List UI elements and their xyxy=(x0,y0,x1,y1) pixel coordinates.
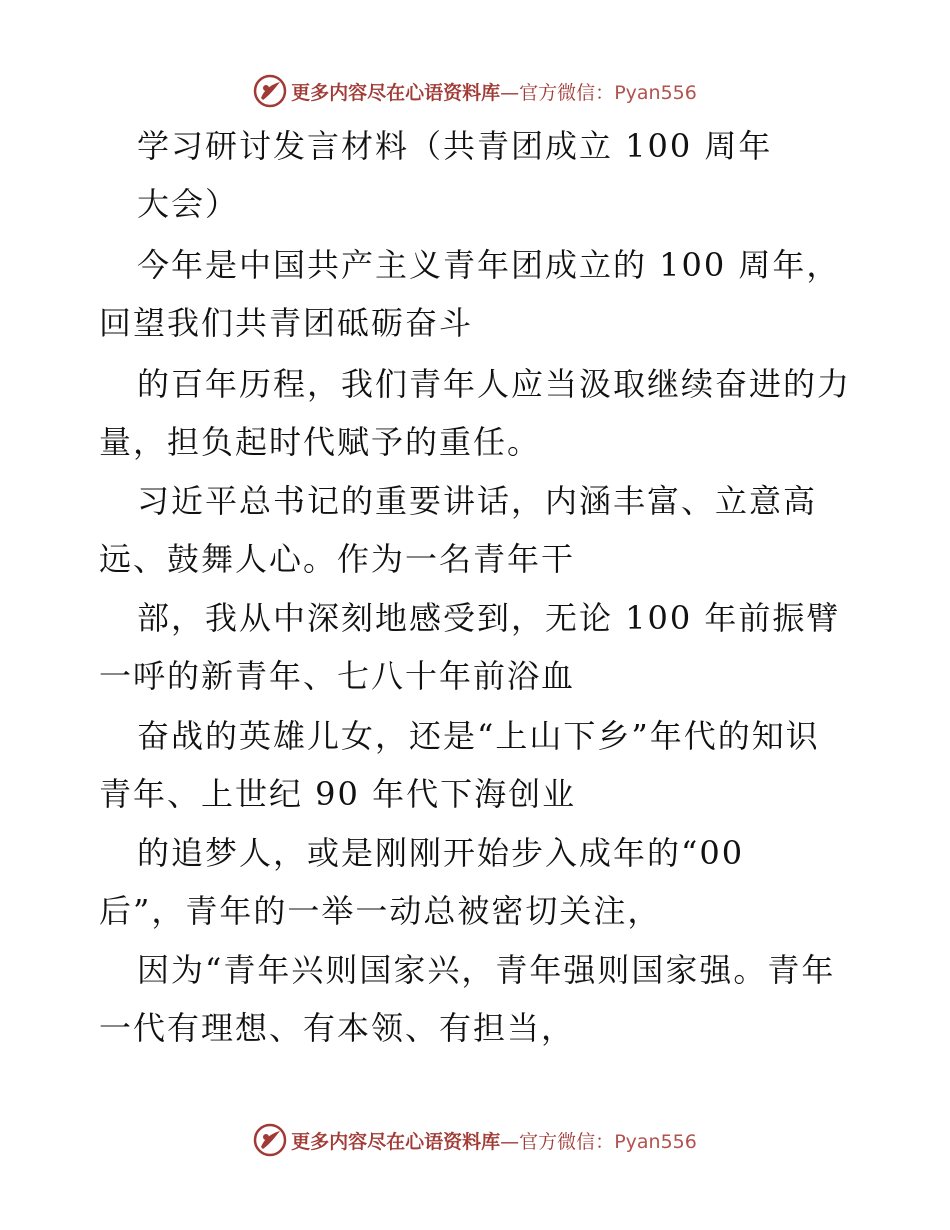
logo-icon xyxy=(253,74,287,108)
footer-banner xyxy=(0,1120,950,1160)
paragraph-line: 因为“青年兴则国家兴，青年强则国家强。青年 xyxy=(137,951,836,989)
paragraph-line: 奋战的英雄儿女，还是“上山下乡”年代的知识 xyxy=(137,717,820,755)
paragraph-line: 一代有理想、有本领、有担当， xyxy=(99,1009,576,1047)
header-banner-text: 更多内容尽在心语资料库—官方微信：Pyan556 xyxy=(291,81,697,104)
paragraph-line: 后”，青年的一举一动总被密切关注， xyxy=(99,892,662,930)
header-banner xyxy=(0,71,950,111)
paragraph-line: 一呼的新青年、七八十年前浴血 xyxy=(99,657,576,695)
paragraph-line: 远、鼓舞人心。作为一名青年干 xyxy=(99,540,576,578)
paragraph-line: 习近平总书记的重要讲话，内涵丰富、立意高 xyxy=(137,482,818,520)
footer-banner-text: 更多内容尽在心语资料库—官方微信：Pyan556 xyxy=(291,1130,697,1153)
logo-icon xyxy=(253,1123,287,1157)
paragraph-line: 量，担负起时代赋予的重任。 xyxy=(99,423,542,461)
title-line-1: 学习研讨发言材料（共青团成立 100 周年 xyxy=(137,127,773,165)
paragraph-line: 今年是中国共产主义青年团成立的 100 周年， xyxy=(137,246,841,284)
title-line-2: 大会） xyxy=(137,185,240,223)
paragraph-line: 的追梦人，或是刚刚开始步入成年的“00 xyxy=(137,834,745,872)
paragraph-line: 青年、上世纪 90 年代下海创业 xyxy=(99,775,577,813)
paragraph-line: 部，我从中深刻地感受到，无论 100 年前振臂 xyxy=(137,599,841,637)
paragraph-line: 的百年历程，我们青年人应当汲取继续奋进的力 xyxy=(137,365,852,403)
paragraph-line: 回望我们共青团砥砺奋斗 xyxy=(99,304,474,342)
